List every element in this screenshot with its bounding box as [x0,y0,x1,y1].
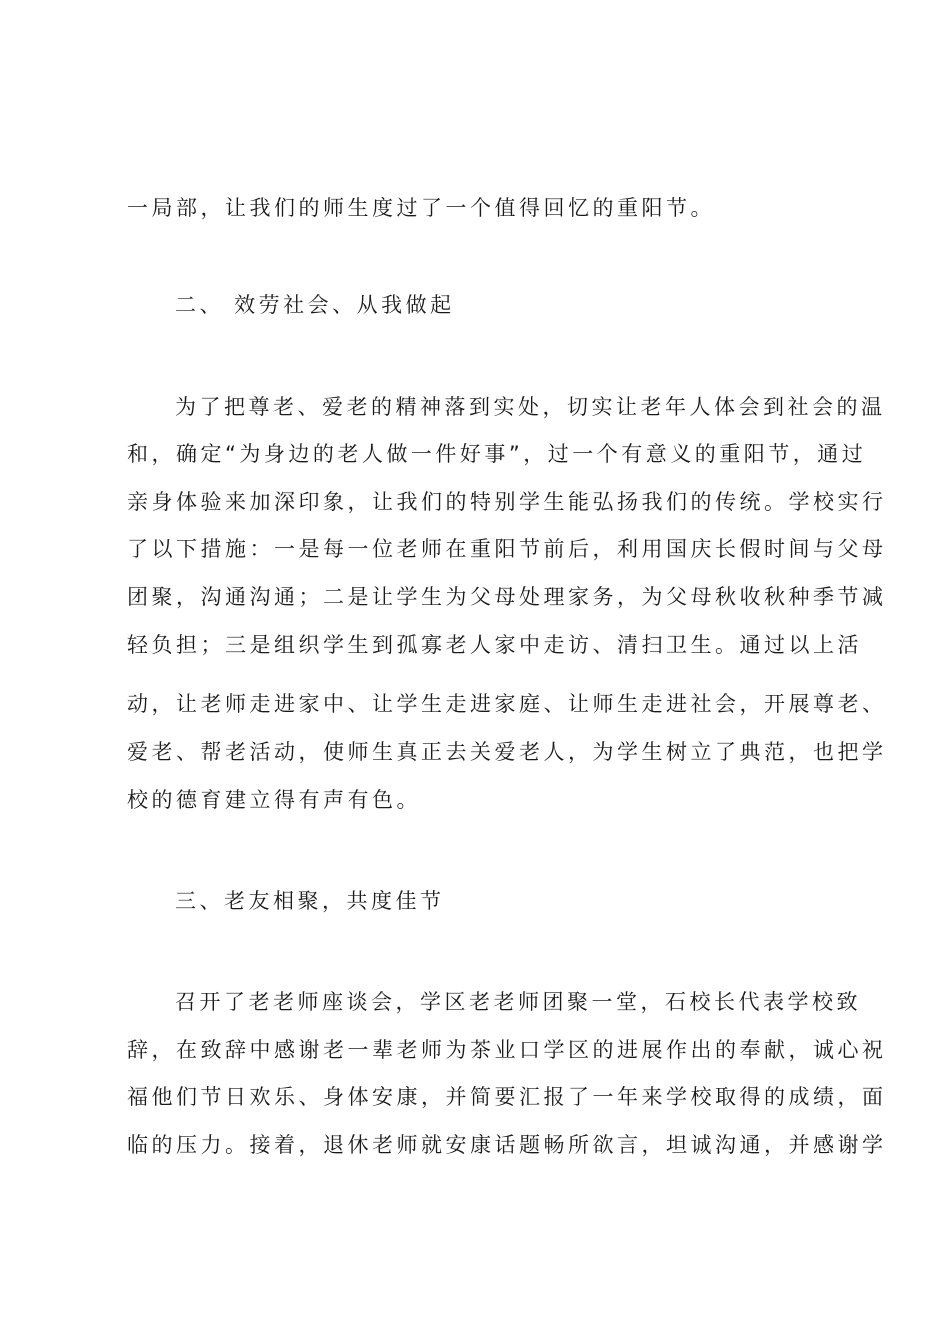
paragraph-line: 为了把尊老、爱老的精神落到实处，切实让老年人体会到社会的温 [175,395,886,419]
paragraph-line: 校的德育建立得有声有色。 [127,788,421,812]
paragraph-line: 爱老、帮老活动，使师生真正去关爱老人，为学生树立了典范，也把学 [127,740,887,764]
paragraph-line: 辞，在致辞中感谢老一辈老师为茶业口学区的进展作出的奉献，诚心祝 [127,1038,887,1062]
paragraph-line: 福他们节日欢乐、身体安康，并简要汇报了一年来学校取得的成绩，面 [127,1085,887,1109]
section-heading-2: 二、 效劳社会、从我做起 [175,293,455,317]
paragraph-line: 轻负担；三是组织学生到孤寡老人家中走访、清扫卫生。通过以上活 [127,633,862,657]
paragraph-line: 召开了老老师座谈会，学区老老师团聚一堂，石校长代表学校致 [175,990,861,1014]
paragraph-line: 和，确定“为身边的老人做一件好事”，过一个有意义的重阳节，通过 [127,442,867,466]
paragraph-line: 团聚，沟通沟通；二是让学生为父母处理家务，为父母秋收秋种季节减 [127,585,887,609]
paragraph-line: 亲身体验来加深印象，让我们的特别学生能弘扬我们的传统。学校实行 [127,490,887,514]
section-heading-3: 三、老友相聚，共度佳节 [175,889,445,913]
paragraph-line: 了以下措施：一是每一位老师在重阳节前后，利用国庆长假时间与父母 [127,537,887,561]
continuation-text: 一局部，让我们的师生度过了一个值得回忆的重阳节。 [127,196,715,220]
paragraph-line: 动，让老师走进家中、让学生走进家庭、让师生走进社会，开展尊老、 [127,692,887,716]
paragraph-line: 临的压力。接着，退休老师就安康话题畅所欲言，坦诚沟通，并感谢学 [127,1133,887,1157]
